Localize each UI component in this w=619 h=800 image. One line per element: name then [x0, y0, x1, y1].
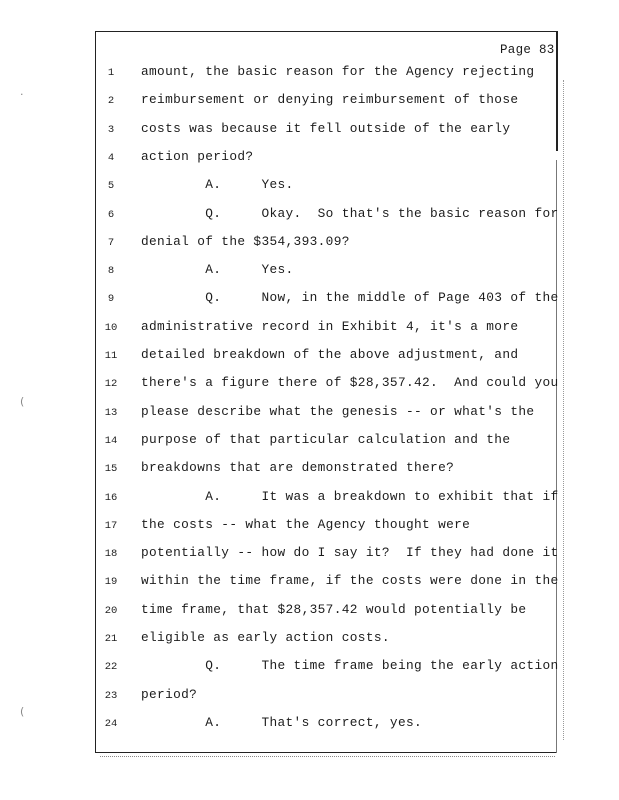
transcript-line [0, 687, 619, 707]
page-bottom-rule [100, 756, 555, 757]
line-text: period? [141, 686, 198, 702]
line-text: A. It was a breakdown to exhibit that if [141, 488, 559, 504]
line-text: denial of the $354,393.09? [141, 233, 350, 249]
line-text: eligible as early action costs. [141, 630, 390, 645]
line-text: please describe what the genesis -- or what's the [141, 403, 535, 419]
line-text: Q. Okay. So that's the basic reason for [141, 205, 559, 221]
transcript-line [0, 64, 619, 84]
line-number: 9 [107, 293, 115, 306]
line-text: reimbursement or denying reimbursement of those [141, 92, 519, 108]
transcript-line [0, 460, 619, 480]
line-number: 21 [104, 633, 118, 645]
line-number: 5 [107, 180, 115, 193]
transcript-line [0, 234, 619, 254]
transcript-line [0, 206, 619, 226]
binder-hole-mark: · [20, 88, 24, 101]
line-text: breakdowns that are demonstrated there? [141, 460, 455, 476]
line-number: 3 [107, 123, 115, 136]
transcript-line [0, 262, 619, 282]
transcript-line [0, 715, 619, 735]
transcript-line [0, 121, 619, 141]
transcript-line [0, 630, 619, 650]
transcript-line [0, 432, 619, 452]
line-text: the costs -- what the Agency thought were [141, 516, 471, 532]
binder-hole-mark: ( [20, 705, 25, 718]
line-text: there's a figure there of $28,357.42. And could you [141, 375, 559, 391]
transcript-line [0, 602, 619, 622]
binder-hole-mark: ( [20, 395, 25, 408]
line-text: amount, the basic reason for the Agency rejecting [141, 64, 535, 79]
line-number: 22 [104, 661, 118, 674]
line-number: 10 [104, 321, 118, 334]
line-number: 17 [104, 519, 118, 532]
transcript-line [0, 404, 619, 424]
line-text: purpose of that particular calculation and the [141, 431, 511, 447]
transcript-line [0, 375, 619, 395]
transcript-line [0, 658, 619, 678]
line-number: 11 [104, 350, 118, 362]
transcript-line [0, 290, 619, 310]
transcript-line [0, 573, 619, 593]
line-text: Q. Now, in the middle of Page 403 of the [141, 290, 559, 306]
line-number: 18 [104, 548, 118, 561]
line-text: A. That's correct, yes. [141, 714, 423, 730]
line-text: A. Yes. [141, 262, 294, 278]
line-text: potentially -- how do I say it? If they had done it [141, 545, 559, 561]
line-number: 13 [104, 406, 118, 419]
line-number: 6 [107, 208, 115, 221]
line-text: within the time frame, if the costs were done in the [141, 573, 559, 589]
line-text: administrative record in Exhibit 4, it's a more [141, 318, 519, 334]
line-number: 1 [107, 67, 115, 79]
transcript-line [0, 347, 619, 367]
transcript-line [0, 489, 619, 509]
line-number: 7 [107, 236, 115, 249]
transcript-line [0, 545, 619, 565]
page-number: Page 83 [500, 43, 555, 57]
line-number: 19 [104, 576, 118, 589]
line-number: 4 [107, 151, 115, 164]
line-number: 16 [104, 491, 118, 504]
line-text: action period? [141, 148, 254, 164]
transcript-line [0, 92, 619, 112]
line-number: 15 [104, 463, 118, 476]
line-number: 8 [107, 265, 115, 278]
transcript-line [0, 319, 619, 339]
line-number: 2 [107, 95, 115, 108]
line-number: 12 [104, 378, 118, 391]
transcript-line [0, 517, 619, 537]
line-text: A. Yes. [141, 177, 294, 193]
line-number: 23 [104, 689, 118, 702]
line-text: detailed breakdown of the above adjustment, and [141, 347, 519, 362]
transcript-line [0, 149, 619, 169]
line-text: time frame, that $28,357.42 would potentially be [141, 601, 527, 617]
line-number: 24 [104, 717, 118, 730]
line-text: costs was because it fell outside of the early [141, 120, 511, 136]
line-number: 14 [104, 434, 118, 447]
line-text: Q. The time frame being the early action [141, 658, 559, 674]
line-number: 20 [104, 604, 118, 617]
transcript-line [0, 177, 619, 197]
